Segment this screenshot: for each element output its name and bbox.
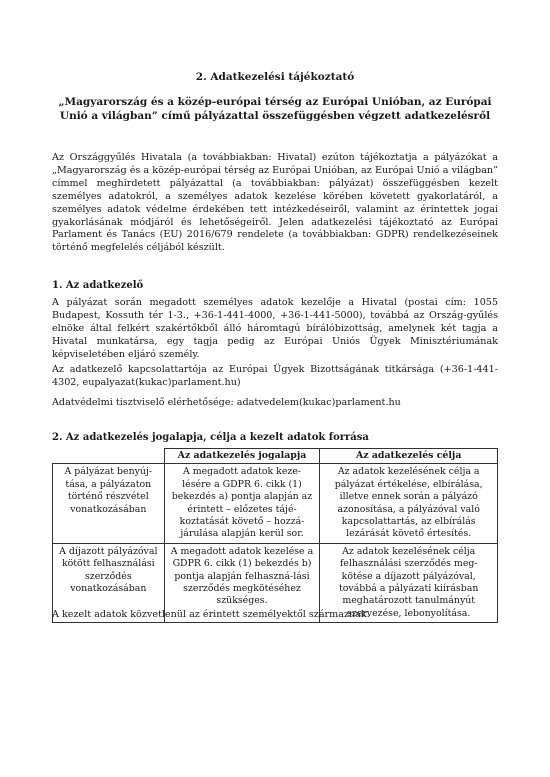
legal-basis-table [52, 448, 498, 623]
table-header-purpose: Az adatkezelés célja [320, 449, 498, 464]
table-cell-scope: A díjazott pályázóval kötött felhasználási szerződés vonatkozásában [53, 543, 165, 622]
document-subtitle: „Magyarország és a közép-európai térség az Európai Unióban, az Európai Unió a világban” című pályázattal összefüggésben végzett adatkezelésről [58, 96, 492, 122]
section-2-heading: 2. Az adatkezelés jogalapja, célja a kezelt adatok forrása [52, 432, 369, 443]
table-row [53, 464, 498, 543]
table-cell-legal-basis: A megadott adatok kezelése a GDPR 6. cikk (1) bekezdés b) pontja alapján felhaszná-lási szerződés megkötéséhez szükséges. [164, 543, 320, 622]
table-cell-legal-basis: A megadott adatok keze-lésére a GDPR 6. cikk (1) bekezdés a) pontja alapján az érintett – előzetes tájé-koztatását követő – hozzá-járulása alapján kerül sor. [164, 464, 320, 543]
section-1-paragraph-dpo: Adatvédelmi tisztviselő elérhetősége: adatvedelem(kukac)parlament.hu [52, 397, 401, 408]
table-header-empty [53, 449, 165, 464]
intro-paragraph: Az Országgyűlés Hivatala (a továbbiakban: Hivatal) ezúton tájékoztatja a pályázókat a „Magyarország és a közép-európai térség az Európai Unióban, az Európai Unió a világban” címmel meghirdetett pályázattal (a továbbiakban: pályázat) összefüggésben kezelt személyes adatokról, a személyes adatok kezelése körében követett gyakorlatáról, a személyes adatok védelme érdekében tett intézkedéseiről, valamint az érintettek jogai gyakorlásának módjáról és lehetőségeiről. Jelen adatkezelési tájékoztató az Európai Parlament és Tanács (EU) 2016/679 rendelete (a továbbiakban: GDPR) rendelkezéseinek történő megfelelés céljából készült. [52, 152, 498, 254]
table-header-legal-basis: Az adatkezelés jogalapja [164, 449, 320, 464]
data-source-note: A kezelt adatok közvetlenül az érintett személyektől származnak. [52, 609, 370, 620]
table-cell-purpose: Az adatok kezelésének célja a pályázat értékelése, elbírálása, illetve ennek során a pályázó azonosítása, a pályázóval való kapcsolattartás, az elbírálás lezárását követő értesítés. [320, 464, 498, 543]
table-cell-purpose: Az adatok kezelésének célja felhasználási szerződés meg-kötése a díjazott pályázóval, továbbá a pályázati kiírásban meghatározott tanulmányút szervezése, lebonyolítása. [320, 543, 498, 622]
table-header-row [53, 449, 498, 464]
section-1-paragraph-contact: Az adatkezelő kapcsolattartója az Európai Ügyek Bizottságának titkársága (+36-1-441-4302, eupalyazat(kukac)parlament.hu) [52, 364, 498, 388]
section-1-heading: 1. Az adatkezelő [52, 280, 144, 291]
section-1-paragraph-controller: A pályázat során megadott személyes adatok kezelője a Hivatal (postai cím: 1055 Budapest, Kossuth tér 1-3., +36-1-441-4000, +36-1-441-5000), továbbá az Ország-gyűlés elnöke által felkért szakértőkből álló háromtagú bírálóbizottság, amelynek két tagja a Hivatal munkatársa, egy tagja pedig az Európai Uniós Ügyek Minisztériumának képviseletében eljáró személy. [52, 297, 498, 360]
table-cell-scope: A pályázat benyúj-tása, a pályázaton történő részvétel vonatkozásában [53, 464, 165, 543]
document-title: 2. Adatkezelési tájékoztató [195, 71, 355, 83]
